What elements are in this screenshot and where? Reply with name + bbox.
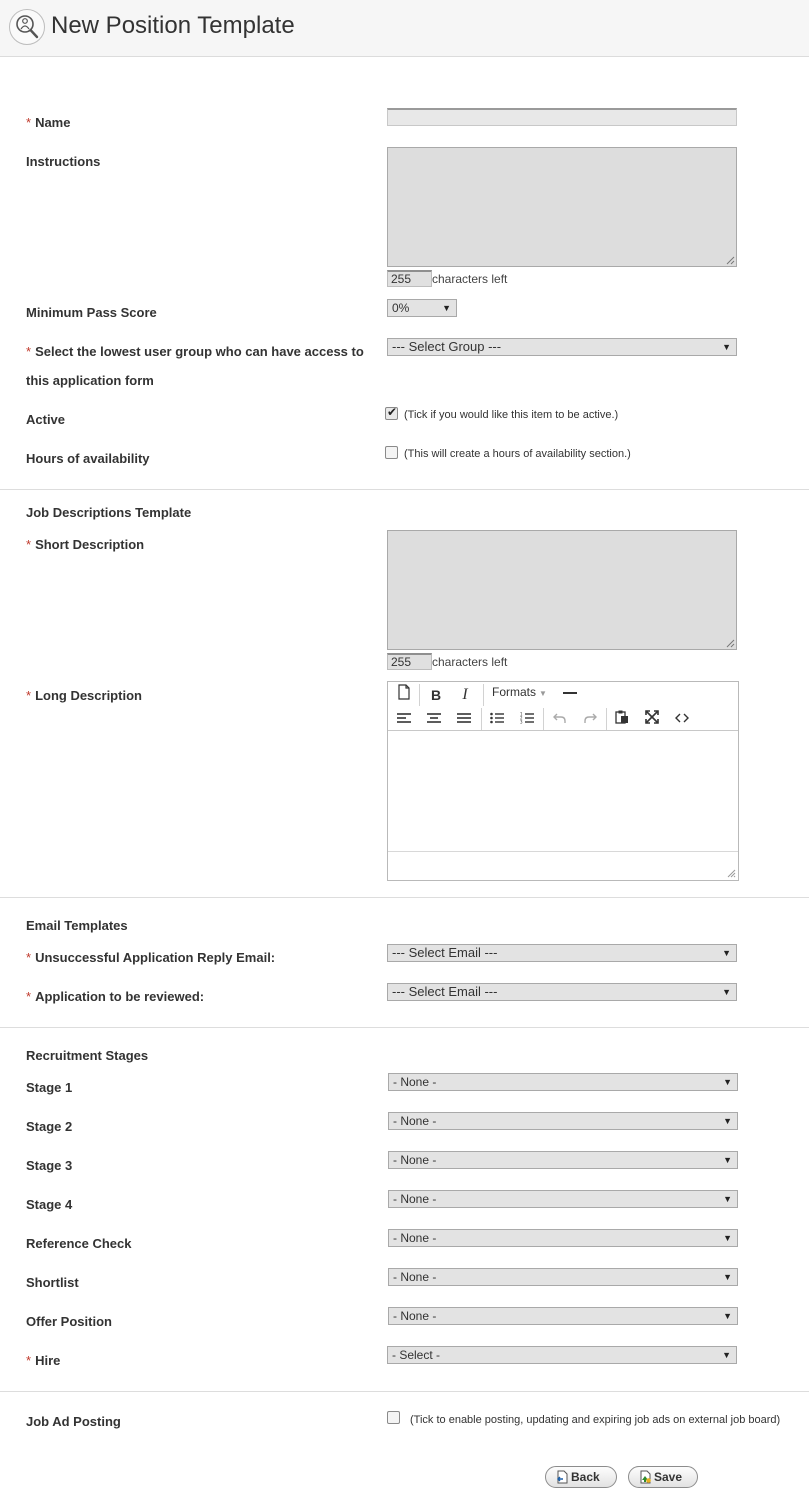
checkmark-icon: ✔ [387, 405, 398, 419]
shortlist-select[interactable]: - None - ▼ [388, 1268, 738, 1286]
review-email-select[interactable]: --- Select Email --- ▼ [387, 983, 737, 1001]
unsuccessful-email-label: * Unsuccessful Application Reply Email: [26, 950, 276, 965]
long-description-label: * Long Description [26, 688, 142, 703]
unsuccessful-email-select[interactable]: --- Select Email --- ▼ [387, 944, 737, 962]
stage-select[interactable]: - None - ▼ [388, 1112, 738, 1130]
dropdown-arrow-icon: ▼ [723, 1155, 732, 1165]
stage-label: Stage 2 [26, 1119, 73, 1134]
instructions-char-counter: 255 [387, 270, 432, 287]
short-description-counter-label: characters left [432, 655, 508, 669]
job-ad-posting-label: Job Ad Posting [26, 1414, 121, 1429]
back-arrow-icon [555, 1470, 569, 1484]
stage-select[interactable]: - None - ▼ [388, 1073, 738, 1091]
short-description-label: * Short Description [26, 537, 145, 552]
source-code-icon[interactable] [670, 708, 694, 730]
redo-icon[interactable] [578, 708, 602, 730]
resize-grip-icon[interactable] [726, 639, 735, 648]
job-ad-posting-checkbox[interactable] [387, 1411, 400, 1424]
stage-label: Stage 4 [26, 1197, 73, 1212]
justify-icon[interactable] [452, 708, 476, 730]
name-label: * Name [26, 115, 71, 130]
dropdown-arrow-icon: ▼ [723, 1311, 732, 1321]
active-label: Active [26, 412, 66, 427]
dropdown-arrow-icon: ▼ [722, 342, 731, 352]
hire-select[interactable]: - Select - ▼ [387, 1346, 737, 1364]
shortlist-label: Shortlist [26, 1275, 79, 1290]
undo-icon[interactable] [548, 708, 572, 730]
stage-label: Stage 3 [26, 1158, 73, 1173]
toolbar-separator [483, 684, 484, 706]
name-input[interactable] [387, 108, 737, 126]
align-left-icon[interactable] [392, 708, 416, 730]
page-title: New Position Template [51, 12, 295, 39]
hire-label: * Hire [26, 1353, 61, 1368]
review-email-label: * Application to be reviewed: [26, 989, 205, 1004]
italic-icon[interactable]: I [462, 686, 468, 703]
fullscreen-icon[interactable] [640, 708, 664, 730]
resize-grip-icon[interactable] [727, 869, 736, 878]
reference-check-label: Reference Check [26, 1236, 132, 1251]
section-divider [0, 1391, 809, 1392]
toolbar-separator [606, 708, 607, 730]
stage-select[interactable]: - None - ▼ [388, 1151, 738, 1169]
instructions-textarea[interactable] [387, 147, 737, 267]
editor-toolbar [388, 682, 738, 731]
stage-select[interactable]: - None - ▼ [388, 1190, 738, 1208]
toolbar-separator [419, 684, 420, 706]
email-templates-title: Email Templates [26, 918, 128, 933]
back-button[interactable] [545, 1466, 617, 1488]
resize-grip-icon[interactable] [726, 256, 735, 265]
save-button-label: Save [654, 1470, 683, 1484]
dropdown-arrow-icon: ▼ [723, 1194, 732, 1204]
active-hint: (Tick if you would like this item to be active.) [404, 409, 619, 421]
bullet-list-icon[interactable] [485, 708, 509, 730]
paste-icon[interactable] [610, 708, 634, 730]
recruitment-stages-title: Recruitment Stages [26, 1048, 149, 1063]
hours-hint: (This will create a hours of availability section.) [404, 448, 631, 460]
reference-check-select[interactable]: - None - ▼ [388, 1229, 738, 1247]
dropdown-arrow-icon: ▼ [442, 303, 451, 313]
offer-position-select[interactable]: - None - ▼ [388, 1307, 738, 1325]
back-button-label: Back [571, 1470, 600, 1484]
dropdown-arrow-icon: ▼ [722, 1350, 731, 1360]
new-document-icon[interactable] [392, 684, 416, 706]
section-divider [0, 1027, 809, 1028]
svg-text:1: 1 [520, 712, 523, 717]
save-icon [638, 1470, 652, 1484]
save-button[interactable] [628, 1466, 698, 1488]
dropdown-arrow-icon: ▼ [722, 948, 731, 958]
page-header [0, 0, 809, 57]
svg-text:2: 2 [520, 715, 523, 721]
dropdown-arrow-icon: ▼ [723, 1116, 732, 1126]
dropdown-arrow-icon: ▼ [723, 1077, 732, 1087]
dropdown-arrow-icon: ▼ [723, 1233, 732, 1243]
offer-position-label: Offer Position [26, 1314, 112, 1329]
stage-label: Stage 1 [26, 1080, 73, 1095]
job-ad-posting-hint: (Tick to enable posting, updating and expiring job ads on external job board) [410, 1414, 781, 1426]
toolbar-separator [543, 708, 544, 730]
min-pass-score-label: Minimum Pass Score [26, 305, 157, 320]
align-center-icon[interactable] [422, 708, 446, 730]
section-divider [0, 489, 809, 490]
active-checkbox[interactable] [385, 407, 398, 420]
instructions-label: Instructions [26, 154, 101, 169]
job-descriptions-title: Job Descriptions Template [26, 505, 192, 520]
bold-icon[interactable]: B [430, 687, 442, 703]
short-description-char-counter: 255 [387, 653, 432, 670]
user-group-select[interactable]: --- Select Group --- ▼ [387, 338, 737, 356]
formats-dropdown[interactable]: Formats ▼ [492, 685, 547, 699]
hours-checkbox[interactable] [385, 446, 398, 459]
toolbar-separator [481, 708, 482, 730]
short-description-textarea[interactable] [387, 530, 737, 650]
search-person-icon [9, 9, 45, 45]
section-divider [0, 897, 809, 898]
user-group-label: * Select the lowest user group who can have access to this application form [26, 344, 364, 388]
dropdown-arrow-icon: ▼ [722, 987, 731, 997]
long-description-editor[interactable] [387, 681, 739, 881]
editor-statusbar [388, 851, 738, 880]
horizontal-rule-icon[interactable] [558, 684, 582, 706]
instructions-counter-label: characters left [432, 272, 508, 286]
min-pass-score-select[interactable]: 0% ▼ [387, 299, 457, 317]
hours-label: Hours of availability [26, 451, 150, 466]
numbered-list-icon[interactable] [515, 708, 539, 730]
dropdown-arrow-icon: ▼ [723, 1272, 732, 1282]
svg-text:3: 3 [520, 719, 523, 724]
chevron-down-icon: ▼ [539, 689, 547, 698]
